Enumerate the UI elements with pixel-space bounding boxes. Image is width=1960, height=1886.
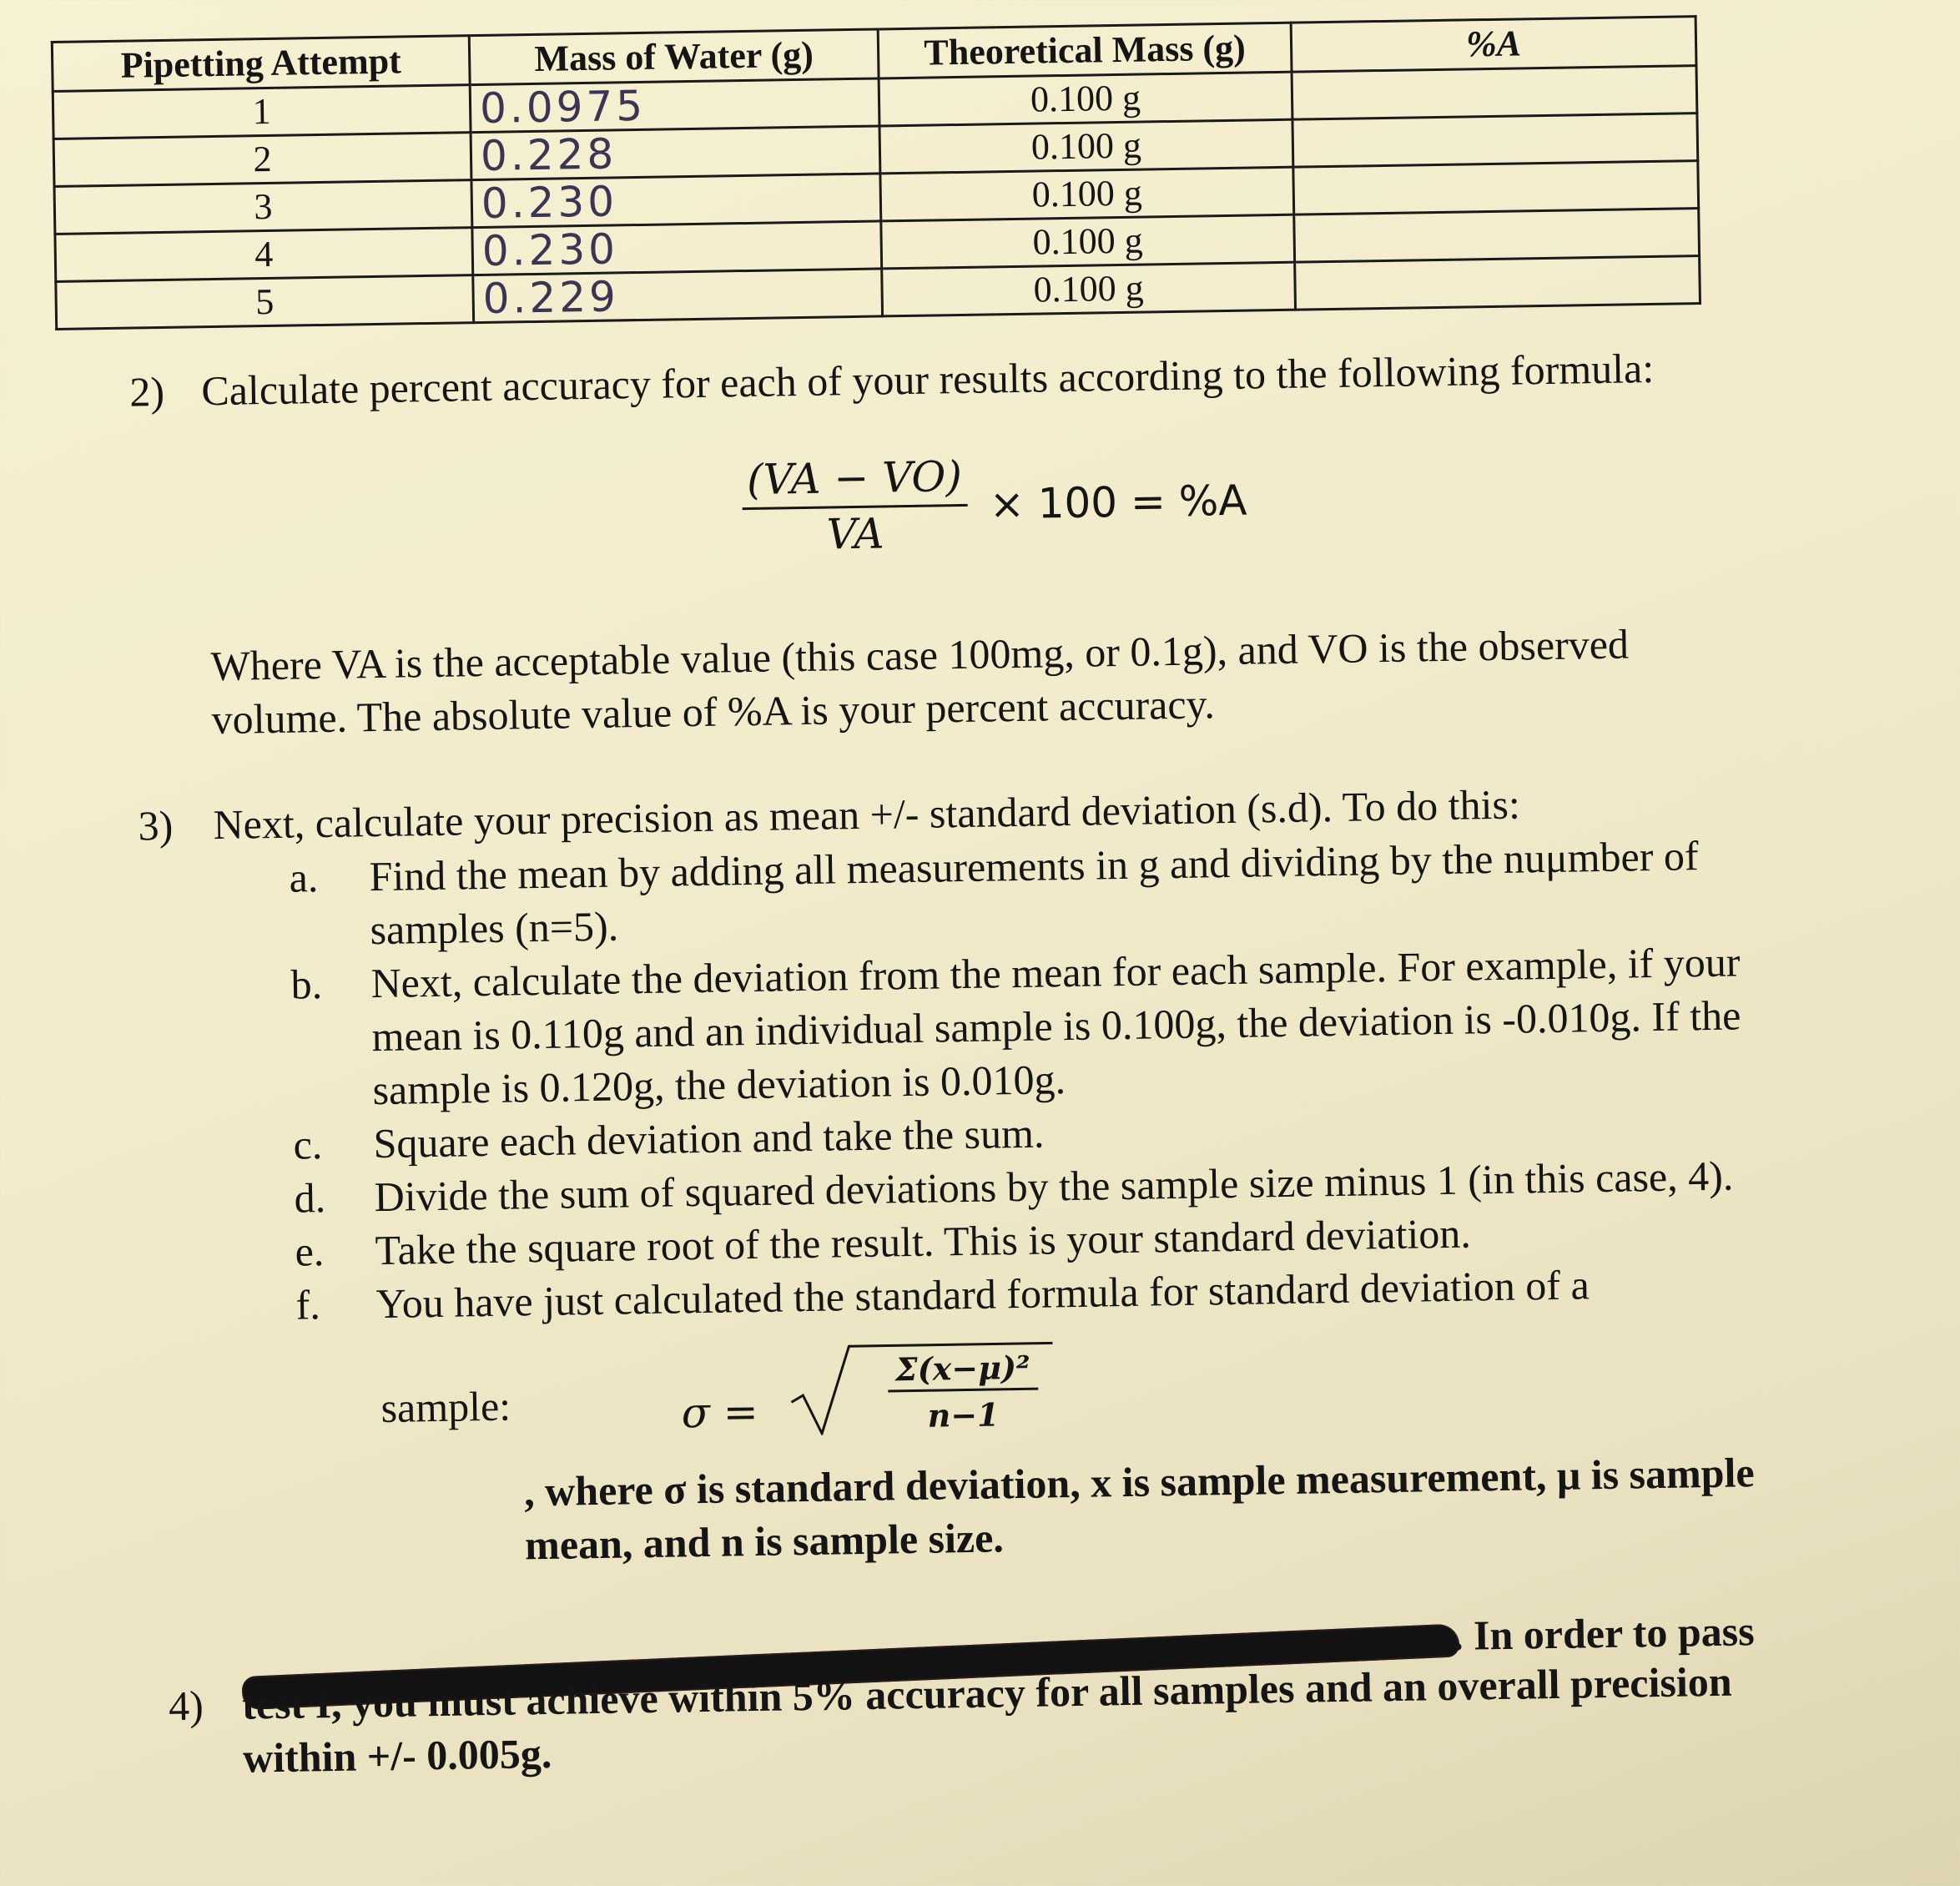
question-4: [168, 1603, 1803, 1782]
mass-cell[interactable]: 0.230: [472, 221, 882, 275]
radicand-numerator: Σ(x−μ)²: [887, 1349, 1038, 1393]
list-item: [290, 935, 1761, 1118]
percent-a-cell[interactable]: [1294, 209, 1700, 263]
formula-fraction: [742, 452, 969, 560]
formula-result: × 100 = %A: [989, 476, 1247, 528]
theoretical-cell: 0.100 g: [879, 72, 1292, 126]
step-list: [289, 828, 1765, 1332]
mass-cell[interactable]: 0.0975: [470, 78, 879, 133]
item-text: Take the square root of the result. This is your standard deviation.: [375, 1209, 1472, 1274]
accuracy-formula: [742, 448, 1248, 560]
formula-numerator: (VA − VO): [742, 452, 968, 510]
theoretical-cell: 0.100 g: [880, 167, 1294, 221]
mass-cell[interactable]: 0.230: [471, 174, 881, 228]
std-dev-formula: [380, 1348, 1030, 1438]
sample-label: sample:: [380, 1382, 511, 1432]
item-label: f.: [295, 1281, 321, 1329]
formula-denominator: VA: [826, 509, 884, 559]
item-text: Find the mean by adding all measurements in g and dividing by the nuμmber of samples (n=5).: [369, 832, 1699, 954]
header-mass: Mass of Water (g): [469, 29, 879, 85]
percent-a-cell[interactable]: [1292, 113, 1698, 168]
question-text: Calculate percent accuracy for each of your results according to the following formula:: [200, 344, 1655, 415]
percent-a-cell[interactable]: [1295, 256, 1701, 310]
definition-paragraph: Where VA is the acceptable value (this case 100mg, or 0.1g), and VO is the observed volume. The absolute value of %A is your percent accuracy.: [210, 620, 1630, 744]
item-label: e.: [295, 1228, 325, 1275]
item-text: You have just calculated the standard formula for standard deviation of a: [375, 1261, 1590, 1328]
header-percent-a: %A: [1291, 17, 1696, 73]
header-attempt: Pipetting Attempt: [52, 36, 470, 92]
item-text: Square each deviation and take the sum.: [373, 1109, 1045, 1167]
item-text: Next, calculate the deviation from the mean for each sample. For example, if your mean is 0.110g and an individual sample is 0.100g, the deviation is -0.010g. If the sample is 0.120g, the deviation is 0.010g.: [370, 938, 1741, 1114]
question-number: 2): [128, 367, 165, 416]
item-text: Divide the sum of squared deviations by the sample size minus 1 (in this case, 4).: [374, 1152, 1734, 1221]
attempt-cell: 1: [53, 85, 471, 139]
pipetting-table: [51, 15, 1701, 330]
header-theoretical: Theoretical Mass (g): [878, 23, 1292, 78]
question-2: [129, 340, 1690, 418]
radicand-fraction: [887, 1349, 1039, 1435]
percent-a-cell[interactable]: [1292, 66, 1697, 120]
mass-cell[interactable]: 0.229: [473, 269, 883, 323]
attempt-cell: 2: [53, 133, 471, 187]
theoretical-cell: 0.100 g: [882, 262, 1296, 316]
question-number: 3): [138, 801, 174, 850]
question-text-end: . In order to pass: [1452, 1607, 1756, 1659]
question-text-line: within +/- 0.005g.: [242, 1729, 552, 1782]
question-text-line: test I, you must achieve within 5% accuracy for all samples and an overall precision: [241, 1657, 1732, 1728]
attempt-cell: 5: [56, 275, 474, 330]
sigma-equation: [681, 1348, 1056, 1462]
theoretical-cell: 0.100 g: [879, 119, 1293, 174]
attempt-cell: 4: [55, 228, 473, 282]
percent-a-cell[interactable]: [1293, 161, 1699, 215]
sigma-lhs: σ =: [681, 1387, 759, 1438]
square-root-symbol: [788, 1348, 1056, 1460]
std-dev-definition: , where σ is standard deviation, x is sample measurement, μ is sample mean, and n is sample size.: [523, 1449, 1755, 1569]
theoretical-cell: 0.100 g: [881, 214, 1295, 269]
item-label: a.: [289, 854, 319, 901]
item-label: c.: [293, 1121, 323, 1168]
question-number: 4): [168, 1682, 204, 1730]
item-label: d.: [294, 1174, 326, 1222]
radicand-denominator: n−1: [927, 1395, 1000, 1435]
attempt-cell: 3: [54, 180, 472, 234]
item-label: b.: [290, 961, 323, 1008]
question-text: Next, calculate your precision as mean +/- standard deviation (s.d). To do this:: [213, 780, 1521, 849]
mass-cell[interactable]: 0.228: [471, 126, 880, 180]
